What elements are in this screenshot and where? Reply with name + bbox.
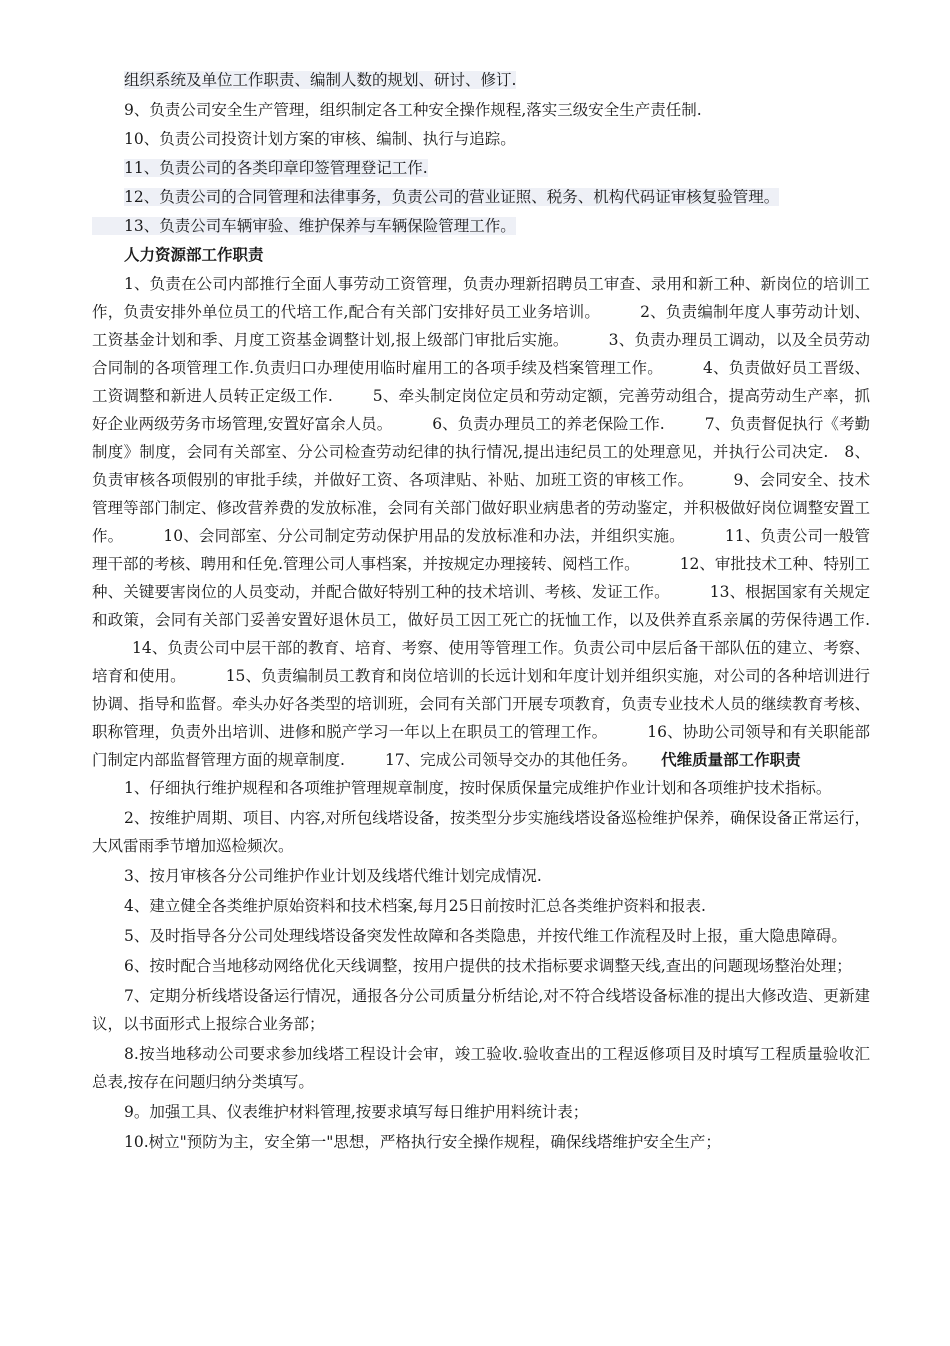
qa-item: 10.树立"预防为主，安全第一"思想，严格执行安全操作规程，确保线塔维护安全生产； [124, 1133, 721, 1151]
qa-item: 2、按维护周期、项目、内容,对所包线塔设备，按类型分步实施线塔设备巡检维护保养，确保设备正常运行，大风雷雨季节增加巡检频次。 [92, 809, 870, 855]
hr-duties-paragraph [92, 270, 870, 774]
admin-item: 12、负责公司的合同管理和法律事务，负责公司的营业证照、税务、机构代码证审核复验管理。 [124, 188, 780, 206]
hr-item: 9、会同安全、技术管理等部门制定、修改营养费的发放标准，会同有关部门做好职业病患者的劳动鉴定，并积极做好岗位调整安置工作。 [92, 471, 870, 545]
hr-item: 11、负责公司一般管理干部的考核、聘用和任免.管理公司人事档案，并按规定办理接转、阅档工作。 [92, 527, 870, 573]
hr-item: 8、负责审核各项假别的审批手续，并做好工资、各项津贴、补贴、加班工资的审核工作。 [92, 443, 870, 489]
hr-item: 3、负责办理员工调动，以及全员劳动合同制的各项管理工作.负责归口办理使用临时雇用工的各项手续及档案管理工作。 [92, 331, 870, 377]
hr-item: 13、根据国家有关规定和政策，会同有关部门妥善安置好退休员工，做好员工因工死亡的抚恤工作，以及供养直系亲属的劳保待遇工作. [92, 583, 870, 629]
admin-item: 11、负责公司的各类印章印签管理登记工作. [124, 159, 428, 177]
admin-item: 组织系统及单位工作职责、编制人数的规划、研讨、修订. [124, 71, 517, 89]
hr-item: 15、负责编制员工教育和岗位培训的长远计划和年度计划并组织实施，对公司的各种培训进行协调、指导和监督。牵头办好各类型的培训班，会同有关部门开展专项教育，负责专业技术人员的继续教育考核、职称管理，负责外出培训、进修和脱产学习一年以上在职员工的管理工作。 [92, 667, 870, 741]
qa-item: 8.按当地移动公司要求参加线塔工程设计会审，竣工验收.验收查出的工程返修项目及时填写工程质量验收汇总表,按存在问题归纳分类填写。 [92, 1045, 870, 1091]
hr-item: 4、负责做好员工晋级、工资调整和新进人员转正定级工作. [92, 359, 870, 405]
admin-item: 10、负责公司投资计划方案的审核、编制、执行与追踪。 [124, 130, 516, 148]
qa-section-heading: 代维质量部工作职责 [661, 751, 801, 769]
hr-item: 6、负责办理员工的养老保险工作. [432, 415, 665, 433]
hr-item: 2、负责编制年度人事劳动计划、工资基金计划和季、月度工资基金调整计划,报上级部门审批后实施。 [92, 303, 870, 349]
qa-item: 6、按时配合当地移动网络优化天线调整，按用户提供的技术指标要求调整天线,查出的问题现场整治处理； [124, 957, 852, 975]
qa-item: 5、及时指导各分公司处理线塔设备突发性故障和各类隐患，并按代维工作流程及时上报，重大隐患障碍。 [124, 927, 847, 945]
hr-item: 16、协助公司领导和有关职能部门制定内部监督管理方面的规章制度. [92, 723, 870, 769]
qa-item: 1、仔细执行维护规程和各项维护管理规章制度，按时保质保量完成维护作业计划和各项维护技术指标。 [124, 779, 832, 797]
hr-item: 12、审批技术工种、特别工种、关键要害岗位的人员变动，并配合做好特别工种的技术培训、考核、发证工作。 [92, 555, 870, 601]
hr-item: 17、完成公司领导交办的其他任务。 [384, 751, 638, 769]
qa-item: 4、建立健全各类维护原始资料和技术档案,每月25日前按时汇总各类维护资料和报表. [124, 897, 706, 915]
hr-item: 7、负责督促执行《考勤制度》制度，会同有关部室、分公司检查劳动纪律的执行情况,提出违纪员工的处理意见，并执行公司决定. [92, 415, 870, 461]
hr-item: 10、会同部室、分公司制定劳动保护用品的发放标准和办法，并组织实施。 [163, 527, 685, 545]
qa-item: 7、定期分析线塔设备运行情况，通报各分公司质量分析结论,对不符合线塔设备标准的提出大修改造、更新建议，以书面形式上报综合业务部； [92, 987, 870, 1033]
qa-item: 3、按月审核各分公司维护作业计划及线塔代维计划完成情况. [124, 867, 542, 885]
hr-item: 1、负责在公司内部推行全面人事劳动工资管理，负责办理新招聘员工审查、录用和新工种、新岗位的培训工作，负责安排外单位员工的代培工作,配合有关部门安排好员工业务培训。 [92, 275, 870, 321]
hr-item: 5、牵头制定岗位定员和劳动定额，完善劳动组合，提高劳动生产率，抓好企业两级劳务市场管理,安置好富余人员。 [92, 387, 870, 433]
hr-section-heading: 人力资源部工作职责 [124, 246, 264, 264]
admin-item: 13、负责公司车辆审验、维护保养与车辆保险管理工作。 [92, 212, 870, 241]
hr-item: 14、负责公司中层干部的教育、培育、考察、使用等管理工作。负责公司中层后备干部队伍的建立、考察、培育和使用。 [92, 639, 870, 685]
qa-item: 9。加强工具、仪表维护材料管理,按要求填写每日维护用料统计表； [124, 1103, 589, 1121]
admin-item: 9、负责公司安全生产管理，组织制定各工种安全操作规程,落实三级安全生产责任制. [124, 101, 702, 119]
